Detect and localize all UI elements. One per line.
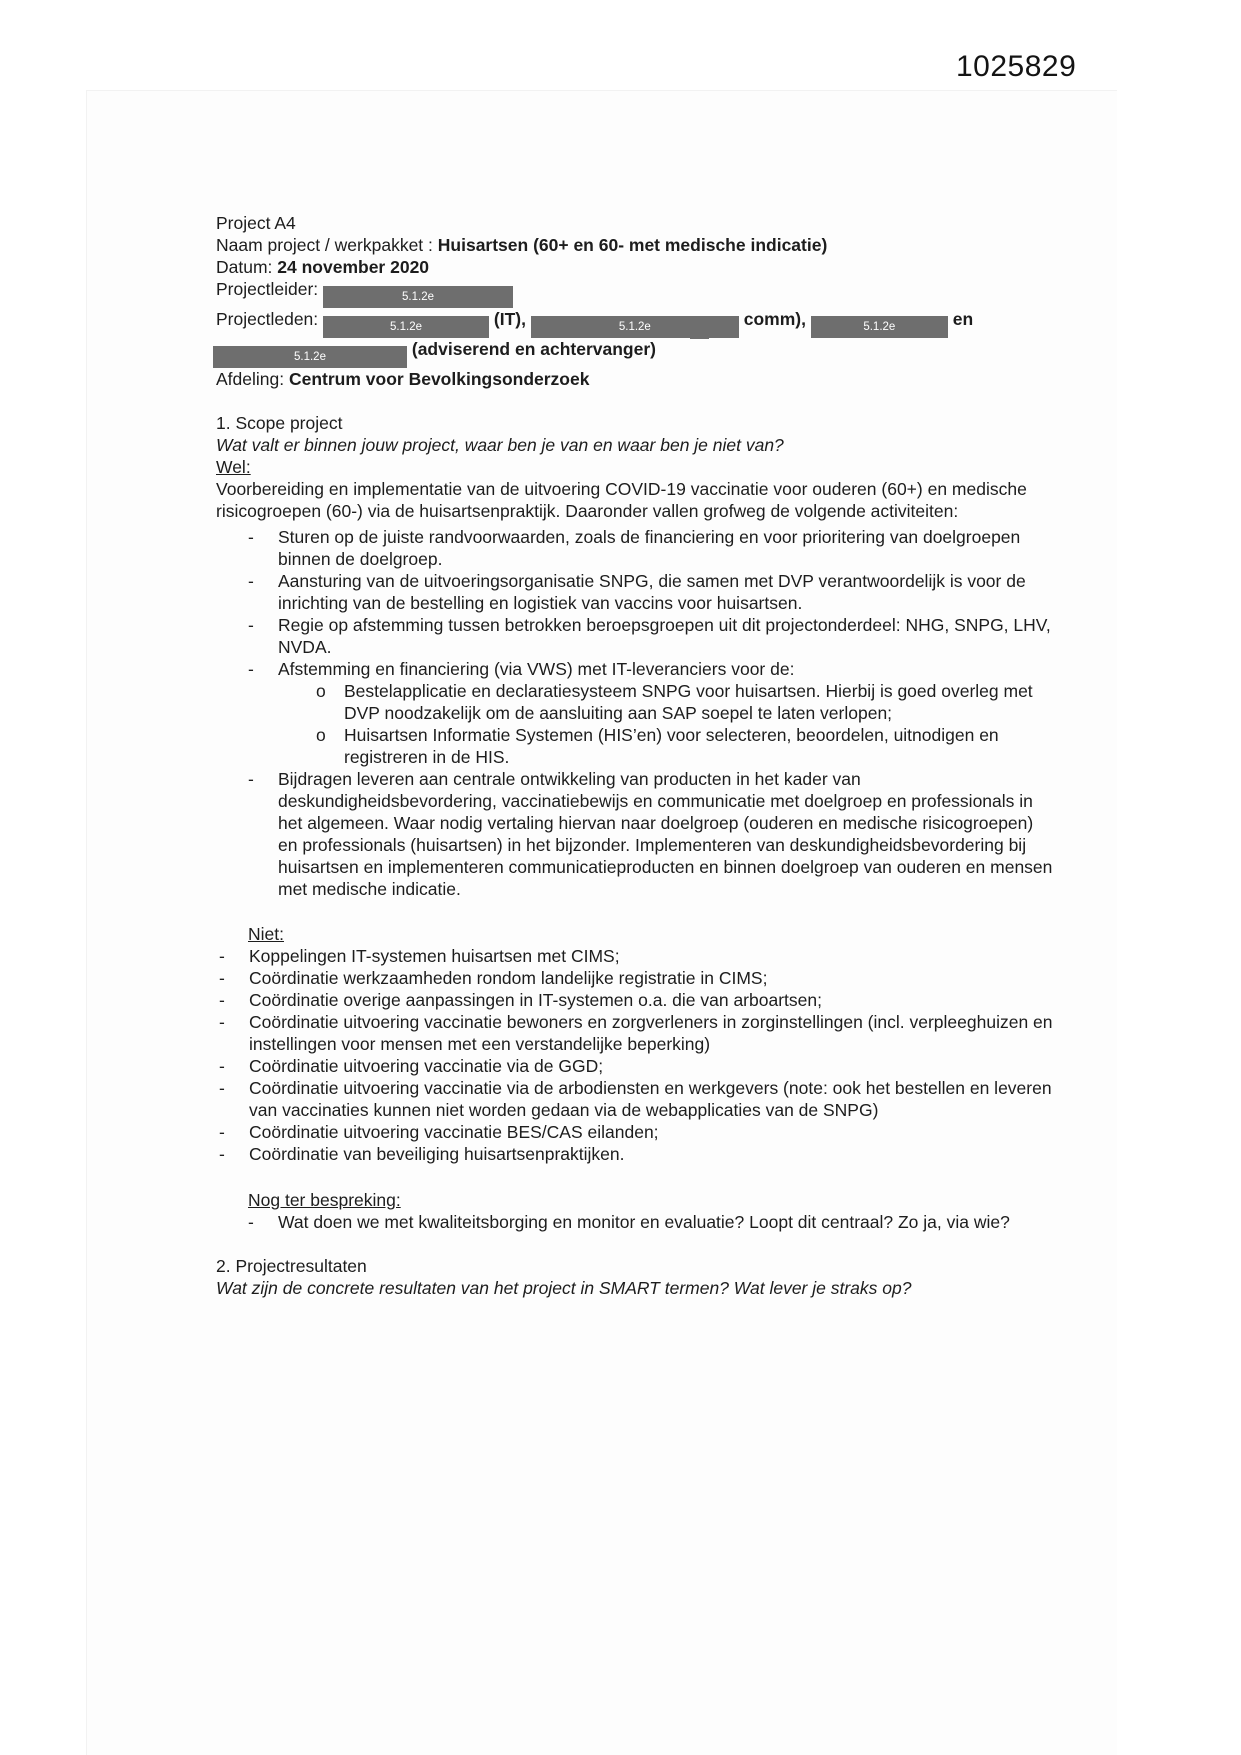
naam-value: Huisartsen (60+ en 60- met medische indicatie): [437, 235, 828, 255]
list-item-text: Coördinatie werkzaamheden rondom landelijke registratie in CIMS;: [249, 968, 768, 988]
circle-bullet: o: [316, 681, 326, 701]
list-item: [216, 1211, 1054, 1233]
wel-heading: Wel:: [216, 457, 251, 477]
document-number: 1025829: [956, 50, 1077, 83]
projectleider-line: [216, 278, 1054, 308]
dash-bullet: -: [219, 1056, 225, 1076]
redaction-box: 5.1.2e: [213, 346, 407, 368]
scope-heading: 1. Scope project: [216, 413, 343, 433]
sub-list-item: [278, 680, 1054, 724]
bespreking-list: [216, 1211, 1054, 1233]
afdeling-label: Afdeling:: [216, 369, 285, 389]
adviserend-line: [216, 338, 1054, 368]
niet-heading: Niet:: [248, 924, 284, 944]
afdeling-value: Centrum voor Bevolkingsonderzoek: [288, 369, 590, 389]
list-item-text: Sturen op de juiste randvoorwaarden, zoals de financiering en voor prioritering van doelgroepen binnen de doelgroep.: [278, 527, 1021, 569]
redaction-box: 5.1.2e: [323, 286, 513, 308]
list-item: [216, 768, 1054, 900]
scope-question: Wat valt er binnen jouw project, waar ben je van en waar ben je niet van?: [216, 435, 784, 455]
dash-bullet: -: [248, 571, 254, 591]
redaction-box: 5.1.2e: [323, 316, 489, 338]
list-item-text: Wat doen we met kwaliteitsborging en monitor en evaluatie? Loopt dit centraal? Zo ja, via wie?: [278, 1212, 1010, 1232]
dash-bullet: -: [248, 615, 254, 635]
wel-list: [216, 526, 1054, 900]
redaction-box: 5.1.2e: [531, 316, 739, 338]
dash-bullet: -: [248, 527, 254, 547]
bespreking-heading: Nog ter bespreking:: [248, 1190, 401, 1210]
list-item-text: Afstemming en financiering (via VWS) met IT-leveranciers voor de:: [278, 659, 795, 679]
list-item: [216, 1055, 1054, 1077]
dash-bullet: -: [219, 1122, 225, 1142]
scope-intro: Voorbereiding en implementatie van de uitvoering COVID-19 vaccinatie voor ouderen (60+) en medische risicogroepen (60-) via de huisartsenpraktijk. Daaronder vallen grofweg de volgende activiteiten:: [216, 479, 1027, 521]
niet-section: [216, 923, 1054, 1165]
naam-label: Naam project / werkpakket :: [216, 235, 433, 255]
list-item: [216, 989, 1054, 1011]
scope-section: [216, 412, 1054, 1233]
dash-bullet: -: [219, 946, 225, 966]
document-content: [216, 212, 1054, 1299]
sub-list: [278, 680, 1054, 768]
results-question: Wat zijn de concrete resultaten van het project in SMART termen? Wat lever je straks op?: [216, 1278, 912, 1298]
circle-bullet: o: [316, 725, 326, 745]
list-item-text: Coördinatie uitvoering vaccinatie via de arbodiensten en werkgevers (note: ook het bestellen en leveren van vaccinaties kunnen niet worden gedaan via de webapplicaties van de SNPG): [249, 1078, 1052, 1120]
list-item-text: Coördinatie uitvoering vaccinatie bewoners en zorgverleners in zorginstellingen (incl. verpleeghuizen en instellingen voor mensen met een verstandelijke beperking): [249, 1012, 1053, 1054]
naam-line: [216, 234, 1054, 256]
project-title: Project A4: [216, 213, 296, 233]
list-item: [216, 614, 1054, 658]
list-item: [216, 526, 1054, 570]
datum-label: Datum:: [216, 257, 273, 277]
dash-bullet: -: [219, 1078, 225, 1098]
list-item-text: Bijdragen leveren aan centrale ontwikkeling van producten in het kader van deskundigheidsbevordering, vaccinatiebewijs en communicatie met doelgroep en professionals in het algemeen. Waar nodig vertaling hiervan naar doelgroep (ouderen en medische risicogroepen) en professionals (huisartsen) in het bijzonder. Implementeren van deskundigheidsbevordering bij huisartsen en implementeren communicatieproducten en binnen doelgroep van ouderen en mensen met medische indicatie.: [278, 769, 1053, 899]
it-suffix: (IT),: [493, 309, 526, 329]
en-suffix: en: [952, 309, 974, 329]
datum-line: [216, 256, 1054, 278]
adviserend-suffix: (adviserend en achtervanger): [411, 339, 656, 359]
list-item-text: Coördinatie uitvoering vaccinatie BES/CAS eilanden;: [249, 1122, 659, 1142]
sub-list-item: [278, 724, 1054, 768]
afdeling-line: [216, 368, 1054, 390]
dash-bullet: -: [219, 1012, 225, 1032]
dash-bullet: -: [219, 990, 225, 1010]
datum-value: 24 november 2020: [277, 257, 430, 277]
list-item: [216, 1121, 1054, 1143]
list-item-text: Coördinatie van beveiliging huisartsenpraktijken.: [249, 1144, 625, 1164]
list-item: [216, 967, 1054, 989]
sub-list-item-text: Huisartsen Informatie Systemen (HIS’en) voor selecteren, beoordelen, uitnodigen en registreren in de HIS.: [344, 725, 999, 767]
list-item: [216, 1143, 1054, 1165]
list-item-text: Coördinatie overige aanpassingen in IT-systemen o.a. die van arboartsen;: [249, 990, 822, 1010]
niet-list: [216, 945, 1054, 1165]
projectleider-label: Projectleider:: [216, 279, 319, 299]
projectleden-label: Projectleden:: [216, 309, 319, 329]
dash-bullet: -: [219, 968, 225, 988]
list-item: [216, 945, 1054, 967]
list-item-text: Regie op afstemming tussen betrokken beroepsgroepen uit dit projectonderdeel: NHG, SNPG, LHV, NVDA.: [278, 615, 1051, 657]
list-item-text: Koppelingen IT-systemen huisartsen met CIMS;: [249, 946, 620, 966]
list-item: [216, 658, 1054, 768]
sub-list-item-text: Bestelapplicatie en declaratiesysteem SNPG voor huisartsen. Hierbij is goed overleg met DVP noodzakelijk om de aansluiting aan SAP soepel te laten verlopen;: [344, 681, 1033, 723]
list-item-text: Aansturing van de uitvoeringsorganisatie SNPG, die samen met DVP verantwoordelijk is voor de inrichting van de bestelling en logistiek van vaccins voor huisartsen.: [278, 571, 1026, 613]
dash-bullet: -: [248, 1212, 254, 1232]
results-section: [216, 1255, 1054, 1299]
dash-bullet: -: [219, 1144, 225, 1164]
redaction-box: 5.1.2e: [811, 316, 948, 338]
comm-suffix: comm),: [743, 309, 806, 329]
list-item: [216, 570, 1054, 614]
dash-bullet: -: [248, 659, 254, 679]
projectleden-line: [216, 308, 1054, 338]
list-item: [216, 1011, 1054, 1055]
results-heading: 2. Projectresultaten: [216, 1256, 367, 1276]
list-item-text: Coördinatie uitvoering vaccinatie via de GGD;: [249, 1056, 604, 1076]
redaction-fragment: [690, 328, 709, 339]
project-meta: [216, 234, 1054, 390]
dash-bullet: -: [248, 769, 254, 789]
bespreking-section: [216, 1189, 1054, 1233]
list-item: [216, 1077, 1054, 1121]
